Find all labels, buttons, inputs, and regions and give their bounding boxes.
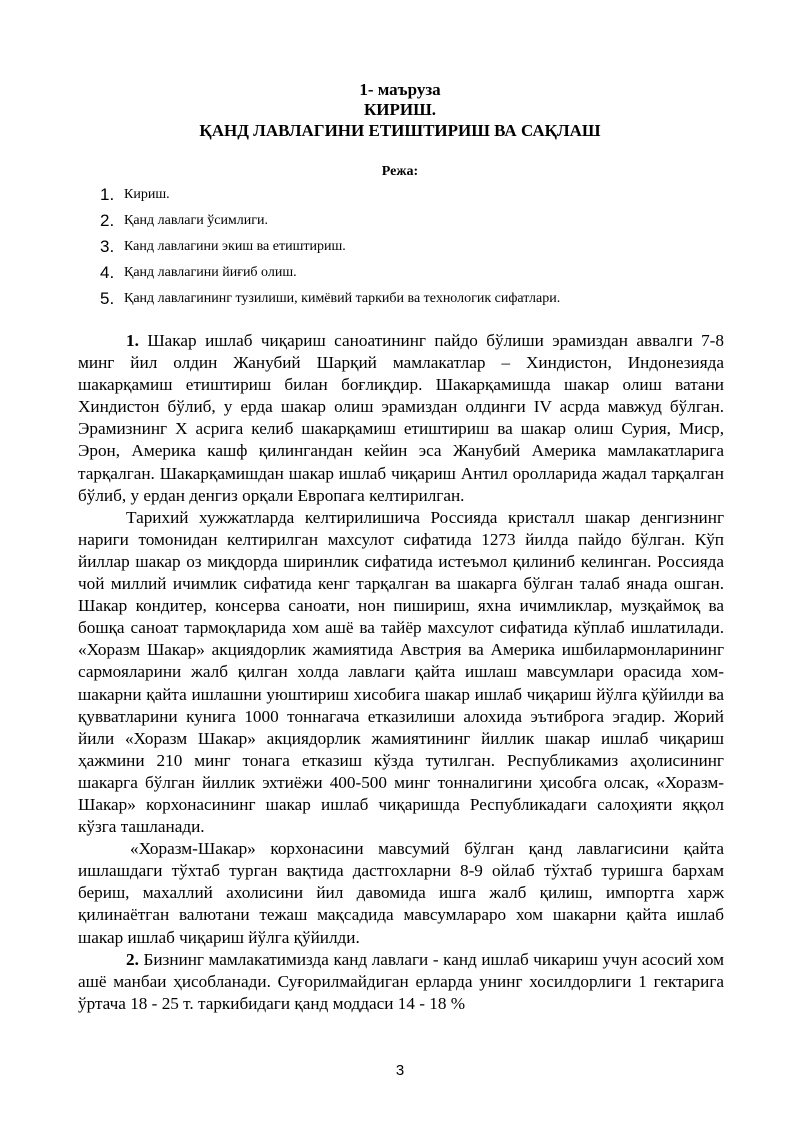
document-body (78, 330, 724, 1015)
plan-item-text: Кириш. (124, 187, 170, 202)
plan-item (100, 286, 740, 312)
topic-title: ҚАНД ЛАВЛАГИНИ ЕТИШТИРИШ ВА САҚЛАШ (199, 121, 601, 140)
page-number: 3 (395, 1062, 405, 1079)
paragraph-text: Бизнинг мамлакатимизда канд лавлаги - канд ишлаб чикариш учун асосий хом ашё манбаи ҳисобланади. Суғорилмайдиган ерларда унинг хосилдорлиги 1 гектарига ўртача 18 - 25 т. таркибидаги қанд моддаси 14 - 18 % (78, 949, 724, 1013)
plan-item-number: 1. (100, 185, 115, 204)
lecture-number: 1- маъруза (359, 80, 441, 99)
intro-heading: КИРИШ. (363, 100, 437, 119)
paragraph-3: «Хоразм-Шакар» корхонасини мавсумий бўлган қанд лавлагисини қайта ишлашдаги тўхтаб турган вақтида дастгохларни 8-9 ойлаб тўхтаб туришга бархам бериш, махаллий ахолисини йил давомида ишга жалб қилиш, импортга харж қилинаётган валютани тежаш мақсадида мавсумлараро хом шакарни қайта ишлаб шакар ишлаб чиқариш йўлга қўйилди. (78, 839, 724, 947)
plan-item-text: Қанд лавлагининг тузилиши, кимёвий таркиби ва технологик сифатлари. (124, 291, 561, 306)
plan-item-text: Канд лавлагини экиш ва етиштириш. (124, 239, 346, 254)
plan-item-text: Қанд лавлагини йиғиб олиш. (124, 265, 297, 280)
plan-list (100, 182, 740, 312)
plan-item (100, 260, 740, 286)
plan-title: Режа: (381, 164, 419, 179)
paragraph-1 (78, 330, 724, 507)
plan-item (100, 182, 740, 208)
paragraph-4 (78, 949, 724, 1015)
plan-item-number: 2. (100, 211, 115, 230)
paragraph-2: Тарихий хужжатларда келтирилишича Россияда кристалл шакар денгизнинг нариги томонидан келтирилган махсулот сифатида 1273 йилда пайдо бўлган. Кўп йиллар шакар оз миқдорда ширинлик сифатида истеъмол қилиниб келинган. Россияда чой миллий ичимлик сифатида кенг тарқалган ва шакарга бўлган талаб янада ошган. Шакар кондитер, консерва саноати, нон пишириш, яхна ичимликлар, музқаймоқ ва бошқа саноат тармоқларида хом ашё ва тайёр махсулот сифатида кўплаб ишлатилади. «Хоразм Шакар» акциядорлик жамиятида Австрия ва Америка ишбилармонларининг сармояларини жалб қилган холда лавлаги қайта ишлаш мавсумлари орасида хом-шакарни қайта ишлашни уюштириш хисобига шакар ишлаб чиқариш йўлга қўйилди ва қувватларини кунига 1000 тоннагача етказилиши алохида эътиброга эгадир. Жорий йили «Хоразм Шакар» акциядорлик жамиятининг йиллик шакар ишлаб чиқариш ҳажмини 210 минг тонага етказиш кўзда тутилган. Республикамиз аҳолисининг шакарга бўлган йиллик эхтиёжи 400-500 минг тонналигини ҳисобга олсак, «Хоразм-Шакар» корхонасининг шакар ишлаб чиқаришда Республикадаги салоҳияти яққол кўзга ташланади. (78, 507, 724, 837)
plan-item-number: 4. (100, 263, 115, 282)
section-number: 1. (126, 331, 139, 350)
section-number: 2. (126, 949, 139, 969)
plan-item (100, 234, 740, 260)
plan-item (100, 208, 740, 234)
plan-item-text: Қанд лавлаги ўсимлиги. (124, 213, 269, 228)
plan-item-number: 5. (100, 289, 115, 308)
plan-item-number: 3. (100, 237, 115, 256)
paragraph-text: Шакар ишлаб чиқариш саноатининг пайдо бўлиши эрамиздан аввалги 7-8 минг йил олдин Жанубий Шарқий мамлакатлар – Хиндистон, Индонезияда шакарқамиш етиштириш билан боғлиқдир. Шакарқамишда шакар олиш ватани Хиндистон бўлиб, у ерда шакар олиш эрамиздан олдинги IV асрда мавжуд бўлган. Эрамизнинг X асрига келиб шакарқамиш етиштириш ва шакар олиш Сурия, Миср, Эрон, Америка кашф қилингандан кейин эса Жанубий Америка мамлакатларига тарқалган. Шакарқамишдан шакар ишлаб чиқариш Антил оролларида жадал тарқалган бўлиб, у ердан денгиз орқали Европага келтирилган. (78, 331, 724, 505)
